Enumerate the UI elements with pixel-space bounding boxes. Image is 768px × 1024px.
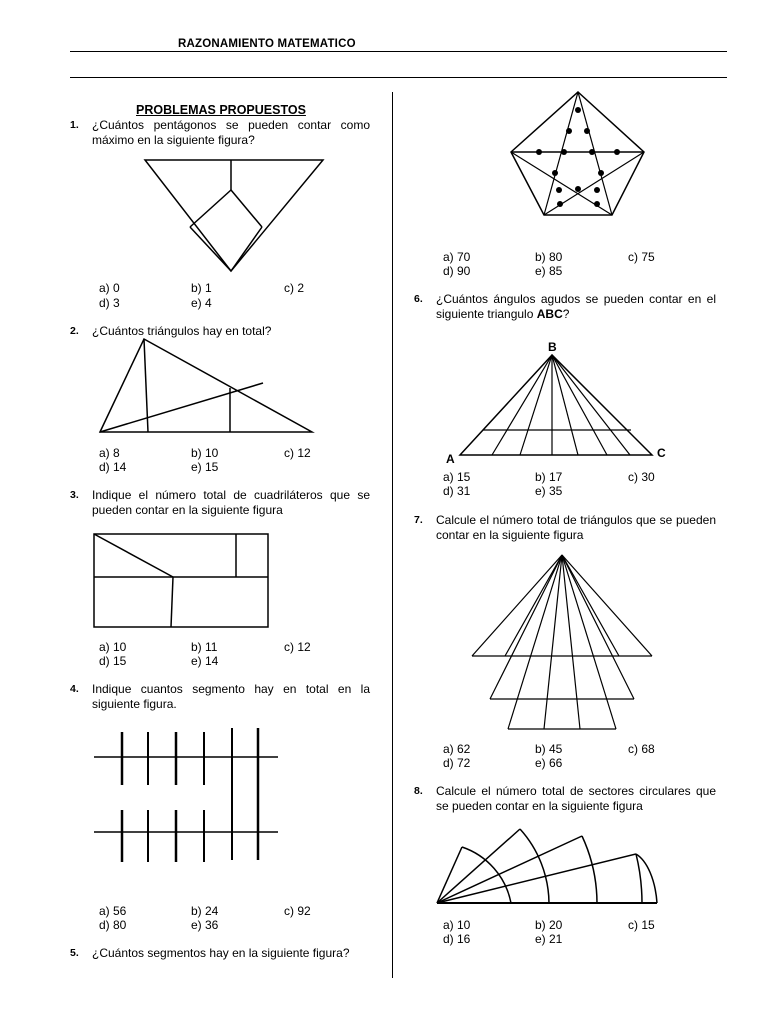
option-a[interactable]: a) 8 [99,446,120,460]
question-number: 5. [70,947,79,959]
option-c[interactable]: c) 30 [628,470,655,484]
option-b[interactable]: b) 80 [535,250,563,264]
vertex-label-a: A [446,452,455,466]
option-b[interactable]: b) 17 [535,470,563,484]
option-b[interactable]: b) 45 [535,742,563,756]
question-number: 7. [414,514,423,526]
option-a[interactable]: a) 10 [443,918,471,932]
option-a[interactable]: a) 0 [99,281,120,295]
option-e[interactable]: e) 4 [191,296,212,310]
option-d[interactable]: d) 72 [443,756,471,770]
option-c[interactable]: c) 2 [284,281,305,295]
page-header-title: RAZONAMIENTO MATEMATICO [178,38,356,50]
option-b[interactable]: b) 10 [191,446,219,460]
option-d[interactable]: d) 80 [99,918,127,932]
option-a[interactable]: a) 70 [443,250,471,264]
option-b[interactable]: b) 20 [535,918,563,932]
option-c[interactable]: c) 12 [284,446,311,460]
question-text-pre: ¿Cuántos ángulos agudos se pueden contar en el siguiente triangulo [436,292,716,321]
question-number: 4. [70,683,79,695]
question-text: Indique cuantos segmento hay en total en la siguiente figura. [92,682,370,711]
option-e[interactable]: e) 21 [535,932,563,946]
question-text: ¿Cuántos triángulos hay en total? [92,324,272,338]
option-e[interactable]: e) 66 [535,756,563,770]
option-a[interactable]: a) 10 [99,640,127,654]
question-text-post: ? [562,307,570,321]
option-c[interactable]: c) 68 [628,742,655,756]
option-c[interactable]: c) 12 [284,640,311,654]
option-c[interactable]: c) 92 [284,904,311,918]
question-number: 8. [414,785,423,797]
vertex-label-b: B [548,340,557,354]
question-text: ¿Cuántos segmentos hay en la siguiente figura? [92,946,350,960]
question-text: ¿Cuántos pentágonos se pueden contar como máximo en la siguiente figura? [92,118,370,147]
option-b[interactable]: b) 1 [191,281,212,295]
section-title: PROBLEMAS PROPUESTOS [136,103,306,117]
option-a[interactable]: a) 15 [443,470,471,484]
triangle-name: ABC [536,307,563,321]
option-d[interactable]: d) 15 [99,654,127,668]
question-number: 2. [70,325,79,337]
option-a[interactable]: a) 56 [99,904,127,918]
option-d[interactable]: d) 90 [443,264,471,278]
question-text: Calcule el número total de triángulos que se pueden contar en la siguiente figura [436,513,716,542]
option-a[interactable]: a) 62 [443,742,471,756]
option-e[interactable]: e) 35 [535,484,563,498]
option-c[interactable]: c) 15 [628,918,655,932]
option-e[interactable]: e) 36 [191,918,219,932]
option-d[interactable]: d) 3 [99,296,120,310]
option-b[interactable]: b) 24 [191,904,219,918]
option-e[interactable]: e) 85 [535,264,563,278]
question-text: Indique el número total de cuadriláteros que se pueden contar en la siguiente figura [92,488,370,517]
option-e[interactable]: e) 14 [191,654,219,668]
question-number: 1. [70,119,79,131]
option-b[interactable]: b) 11 [191,640,218,654]
option-d[interactable]: d) 16 [443,932,471,946]
option-d[interactable]: d) 31 [443,484,471,498]
vertex-label-c: C [657,446,666,460]
question-number: 3. [70,489,79,501]
option-e[interactable]: e) 15 [191,460,219,474]
option-c[interactable]: c) 75 [628,250,655,264]
option-d[interactable]: d) 14 [99,460,127,474]
question-number: 6. [414,293,423,305]
question-text: Calcule el número total de sectores circulares que se pueden contar en la siguiente figura [436,784,716,813]
